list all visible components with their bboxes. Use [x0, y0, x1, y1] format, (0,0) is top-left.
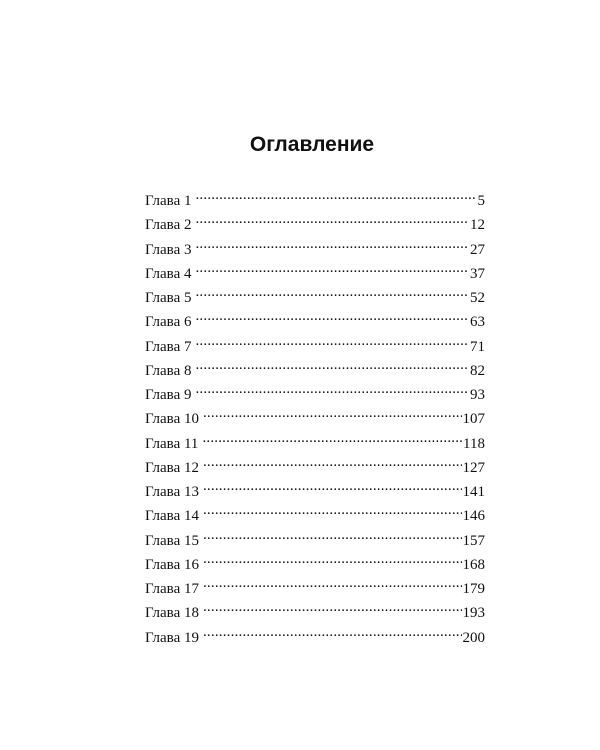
dot-leader [203, 403, 462, 423]
toc-chapter-label: Глава 14 [145, 508, 199, 525]
toc-entry[interactable] [145, 476, 485, 500]
toc-page-number: 93 [470, 387, 485, 403]
dot-leader [203, 476, 462, 496]
toc-entry[interactable] [145, 525, 485, 549]
dot-leader [195, 282, 469, 302]
dot-leader [203, 573, 462, 593]
dot-leader [203, 597, 462, 617]
toc-chapter-label: Глава 4 [145, 265, 192, 282]
dot-leader [203, 452, 462, 472]
toc-entry[interactable] [145, 573, 485, 597]
toc-entry[interactable] [145, 355, 485, 379]
toc-entry[interactable] [145, 403, 485, 427]
toc-page-number: 141 [462, 484, 485, 500]
toc-chapter-label: Глава 19 [145, 629, 199, 646]
toc-page-number: 63 [470, 314, 485, 331]
toc-page-number: 37 [470, 265, 485, 282]
toc-chapter-label: Глава 3 [145, 241, 192, 258]
toc-page-number: 168 [462, 556, 485, 573]
toc-entry[interactable] [145, 500, 485, 524]
toc-chapter-label: Глава 5 [145, 290, 192, 306]
toc-chapter-label: Глава 13 [145, 484, 199, 500]
page-title: Оглавление [249, 133, 375, 156]
toc-chapter-label: Глава 2 [145, 217, 192, 234]
toc-entry[interactable] [145, 185, 485, 209]
toc-entry[interactable] [145, 597, 485, 621]
toc-chapter-label: Глава 18 [145, 605, 199, 622]
dot-leader [195, 331, 469, 351]
toc-page-number: 82 [470, 362, 485, 379]
toc-entry[interactable] [145, 282, 485, 306]
toc-chapter-label: Глава 8 [145, 362, 192, 379]
toc-page-number: 200 [462, 629, 485, 646]
toc-page-number: 5 [477, 193, 485, 209]
dot-leader [203, 622, 462, 642]
toc-chapter-label: Глава 15 [145, 532, 199, 549]
toc-entry[interactable] [145, 428, 485, 452]
toc-page-number: 127 [462, 459, 485, 476]
toc-entry[interactable] [145, 379, 485, 403]
toc-chapter-label: Глава 12 [145, 459, 199, 476]
toc-chapter-label: Глава 10 [145, 411, 199, 428]
toc-page-number: 27 [470, 241, 485, 258]
toc-page-number: 118 [463, 435, 485, 452]
toc-chapter-label: Глава 9 [145, 387, 192, 403]
toc-page-number: 12 [470, 217, 485, 234]
toc-page-number: 146 [462, 508, 485, 525]
dot-leader [202, 428, 462, 448]
dot-leader [203, 549, 462, 569]
toc-chapter-label: Глава 17 [145, 581, 199, 597]
toc-chapter-label: Глава 7 [145, 338, 192, 355]
dot-leader [195, 379, 469, 399]
toc-page-number: 193 [462, 605, 485, 622]
toc-chapter-label: Глава 11 [145, 435, 199, 452]
dot-leader [195, 306, 469, 326]
toc-chapter-label: Глава 6 [145, 314, 192, 331]
toc-chapter-label: Глава 16 [145, 556, 199, 573]
dot-leader [195, 355, 469, 375]
toc-page-number: 71 [470, 338, 485, 355]
toc-entry[interactable] [145, 549, 485, 573]
dot-leader [195, 185, 476, 205]
toc-page-number: 52 [470, 290, 485, 306]
dot-leader [203, 525, 462, 545]
dot-leader [195, 209, 469, 229]
toc-page-number: 157 [462, 532, 485, 549]
toc-entry[interactable] [145, 622, 485, 646]
dot-leader [195, 234, 469, 254]
table-of-contents [145, 185, 485, 646]
dot-leader [203, 500, 462, 520]
toc-entry[interactable] [145, 258, 485, 282]
toc-entry[interactable] [145, 452, 485, 476]
toc-entry[interactable] [145, 306, 485, 330]
toc-chapter-label: Глава 1 [145, 193, 192, 209]
toc-entry[interactable] [145, 234, 485, 258]
toc-entry[interactable] [145, 331, 485, 355]
toc-page-number: 179 [462, 581, 485, 597]
dot-leader [195, 258, 469, 278]
toc-page-number: 107 [462, 411, 485, 428]
toc-entry[interactable] [145, 209, 485, 233]
